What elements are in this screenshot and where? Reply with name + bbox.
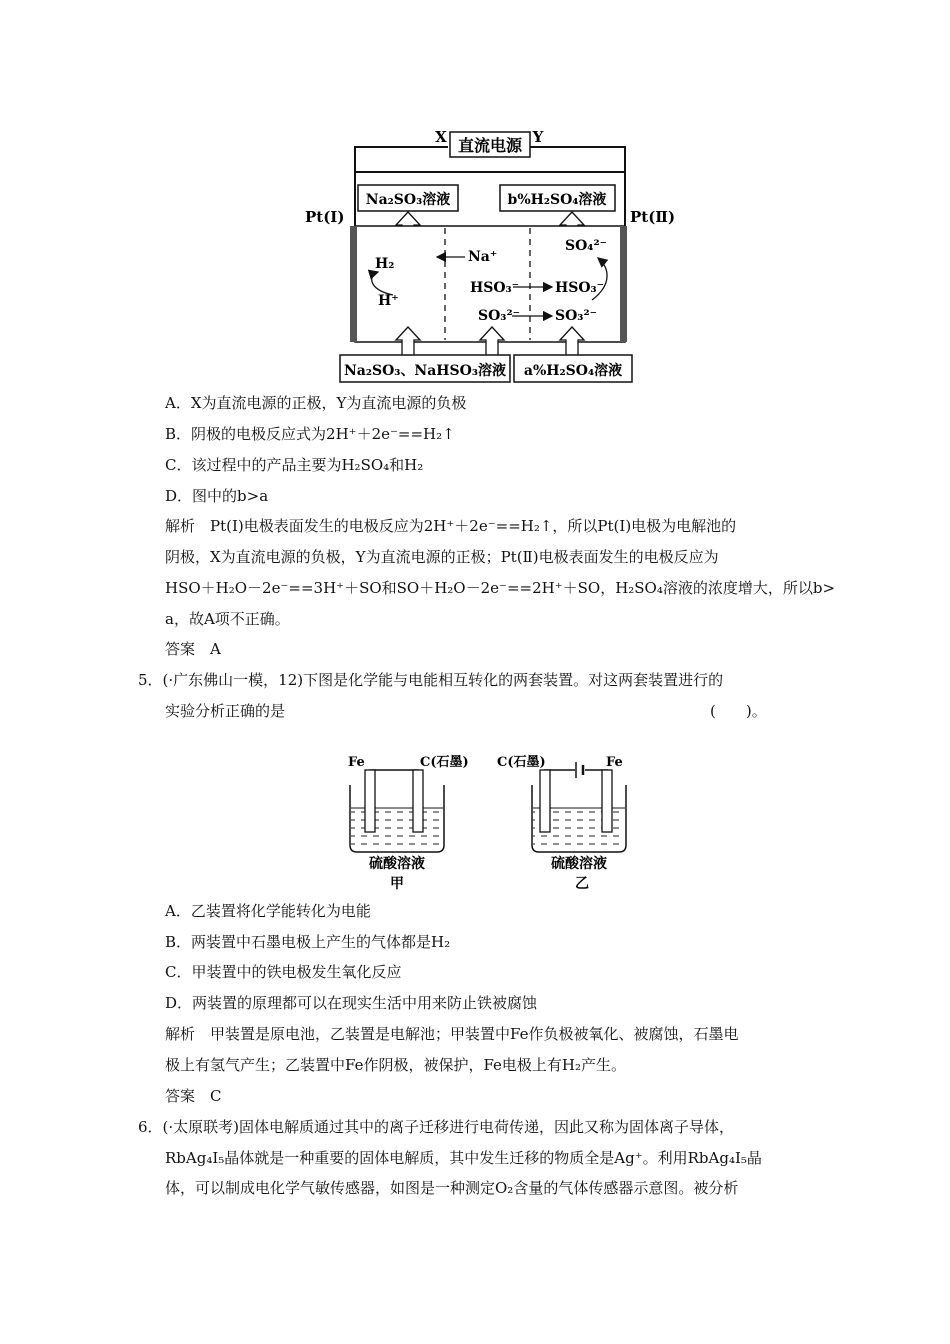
q5-option-a: A．乙装置将化学能转化为电能 bbox=[165, 902, 371, 920]
so3-left-label: SO₃²⁻ bbox=[478, 308, 520, 324]
q4-analysis-line-2: 阴极，X为直流电源的负极，Y为直流电源的正极；Pt(Ⅱ)电极表面发生的电极反应为 bbox=[165, 548, 719, 566]
q4-option-d: D．图中的b>a bbox=[165, 487, 269, 505]
q5-answer: 答案 C bbox=[165, 1087, 222, 1105]
so4-label: SO₄²⁻ bbox=[565, 238, 607, 254]
jia-solution-label: 硫酸溶液 bbox=[369, 856, 425, 872]
power-source-label: 直流电源 bbox=[457, 136, 523, 155]
in-right-label: a%H₂SO₄溶液 bbox=[523, 363, 623, 379]
q5-option-b: B．两装置中石墨电极上产生的气体都是H₂ bbox=[165, 933, 451, 951]
q5-answer-paren: ( )。 bbox=[710, 702, 767, 720]
electrolysis-diagram bbox=[290, 120, 720, 390]
electrode-right bbox=[620, 226, 627, 342]
electrode-left bbox=[350, 226, 357, 342]
yi-left-label: C(石墨) bbox=[497, 755, 546, 770]
q6-line-1: 6．(·太原联考)固体电解质通过其中的离子迁移进行电荷传递，因此又称为固体离子导体， bbox=[138, 1118, 735, 1136]
hso3-right-label: HSO₃⁻ bbox=[555, 280, 605, 296]
in-left-label: Na₂SO₃、NaHSO₃溶液 bbox=[344, 363, 506, 379]
so3-right-label: SO₃²⁻ bbox=[555, 308, 597, 324]
q6-line-2: RbAg₄I₅晶体就是一种重要的固体电解质，其中发生迁移的物质全是Ag⁺。利用RbAg₄I₅晶 bbox=[165, 1149, 762, 1167]
q5-option-c: C．甲装置中的铁电极发生氧化反应 bbox=[165, 963, 402, 981]
out-left-label: Na₂SO₃溶液 bbox=[365, 192, 451, 208]
q5-option-d: D．两装置的原理都可以在现实生活中用来防止铁被腐蚀 bbox=[165, 994, 538, 1012]
q5-stem-line-1: 5．(·广东佛山一模，12)下图是化学能与电能相互转化的两套装置。对这两套装置进行的 bbox=[138, 671, 724, 689]
x-terminal-label: X bbox=[435, 128, 447, 146]
jia-right-label: C(石墨) bbox=[420, 755, 469, 770]
q4-option-c: C．该过程中的产品主要为H₂SO₄和H₂ bbox=[165, 456, 424, 474]
jia-name: 甲 bbox=[390, 876, 404, 892]
yi-electrode-fe bbox=[602, 770, 612, 832]
hso3-left-label: HSO₃⁻ bbox=[470, 280, 520, 296]
jia-electrode-fe bbox=[365, 770, 375, 832]
yi-right-label: Fe bbox=[606, 755, 623, 770]
q5-stem-line-2: 实验分析正确的是 bbox=[165, 702, 286, 720]
beaker-diagrams bbox=[340, 745, 630, 895]
electrode-left-label: Pt(Ⅰ) bbox=[305, 208, 345, 226]
y-terminal-label: Y bbox=[532, 128, 544, 146]
q6-line-3: 体，可以制成电化学气敏传感器，如图是一种测定O₂含量的气体传感器示意图。被分析 bbox=[165, 1179, 739, 1197]
q5-analysis-line-1: 解析 甲装置是原电池，乙装置是电解池；甲装置中Fe作负极被氧化、被腐蚀，石墨电 bbox=[165, 1025, 739, 1043]
q4-analysis-line-4: a，故A项不正确。 bbox=[165, 610, 290, 628]
h2-label: H₂ bbox=[375, 256, 395, 272]
electrode-right-label: Pt(Ⅱ) bbox=[630, 208, 676, 226]
q4-answer: 答案 A bbox=[165, 640, 221, 658]
q4-analysis-line-3: HSO＋H₂O－2e⁻==3H⁺＋SO和SO＋H₂O－2e⁻==2H⁺＋SO，H₂SO₄溶液的浓度增大，所以b> bbox=[165, 579, 836, 597]
yi-electrode-c bbox=[540, 770, 550, 832]
hplus-label: H⁺ bbox=[378, 293, 399, 309]
jia-electrode-c bbox=[413, 770, 423, 832]
q5-analysis-line-2: 极上有氢气产生；乙装置中Fe作阴极，被保护，Fe电极上有H₂产生。 bbox=[165, 1056, 627, 1074]
q4-option-a: A．X为直流电源的正极，Y为直流电源的负极 bbox=[165, 394, 467, 412]
yi-solution-label: 硫酸溶液 bbox=[551, 856, 607, 872]
jia-left-label: Fe bbox=[348, 755, 365, 770]
yi-name: 乙 bbox=[575, 876, 589, 892]
q4-option-b: B．阴极的电极反应式为2H⁺＋2e⁻==H₂↑ bbox=[165, 425, 455, 443]
q4-analysis-line-1: 解析 Pt(Ⅰ)电极表面发生的电极反应为2H⁺＋2e⁻==H₂↑，所以Pt(Ⅰ)电极为电解池的 bbox=[165, 517, 737, 535]
na-label: Na⁺ bbox=[468, 249, 498, 265]
out-right-label: b%H₂SO₄溶液 bbox=[507, 192, 607, 208]
